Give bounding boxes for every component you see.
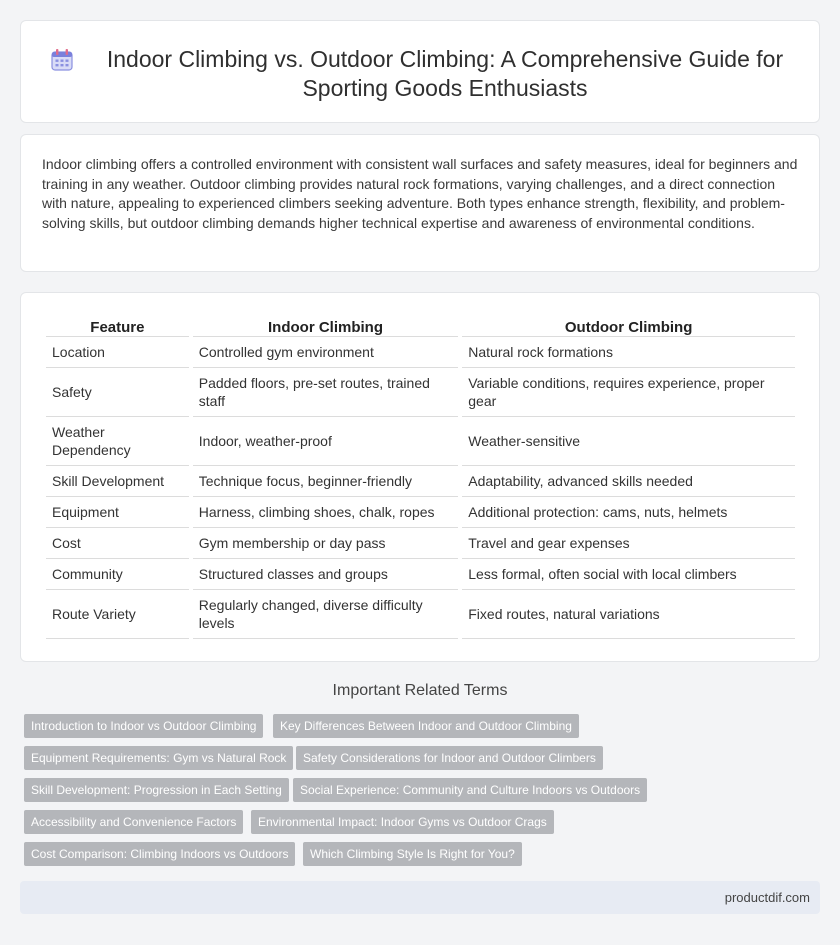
table-cell-outdoor: Variable conditions, requires experience, proper gear (462, 368, 795, 417)
table-cell-outdoor: Additional protection: cams, nuts, helmets (462, 497, 795, 528)
calendar-icon (49, 47, 75, 73)
related-term-tag[interactable]: Environmental Impact: Indoor Gyms vs Outdoor Crags (251, 810, 554, 834)
table-cell-indoor: Regularly changed, diverse difficulty levels (193, 590, 458, 639)
table-row (46, 417, 795, 466)
related-term-tag[interactable]: Social Experience: Community and Culture Indoors vs Outdoors (293, 778, 647, 802)
table-cell-feature: Route Variety (46, 590, 189, 639)
table-cell-indoor: Structured classes and groups (193, 559, 458, 590)
table-cell-outdoor: Fixed routes, natural variations (462, 590, 795, 639)
related-term-tag[interactable]: Which Climbing Style Is Right for You? (303, 842, 522, 866)
table-cell-outdoor: Less formal, often social with local climbers (462, 559, 795, 590)
table-row (46, 466, 795, 497)
table-row (46, 368, 795, 417)
related-term-tag[interactable]: Safety Considerations for Indoor and Outdoor Climbers (296, 746, 603, 770)
related-term-tag[interactable]: Introduction to Indoor vs Outdoor Climbing (24, 714, 263, 738)
related-term-tag[interactable]: Accessibility and Convenience Factors (24, 810, 243, 834)
table-cell-indoor: Technique focus, beginner-friendly (193, 466, 458, 497)
table-cell-indoor: Controlled gym environment (193, 337, 458, 368)
related-term-tag[interactable]: Cost Comparison: Climbing Indoors vs Outdoors (24, 842, 295, 866)
related-term-tag[interactable]: Skill Development: Progression in Each Setting (24, 778, 289, 802)
table-row (46, 590, 795, 639)
table-cell-outdoor: Adaptability, advanced skills needed (462, 466, 795, 497)
header-outdoor: Outdoor Climbing (462, 315, 795, 337)
table-cell-outdoor: Weather-sensitive (462, 417, 795, 466)
page-title: Indoor Climbing vs. Outdoor Climbing: A Comprehensive Guide for Sporting Goods Enthusiasts (106, 46, 784, 101)
table-cell-indoor: Padded floors, pre-set routes, trained staff (193, 368, 458, 417)
header-indoor: Indoor Climbing (193, 315, 458, 337)
related-term-tag[interactable]: Equipment Requirements: Gym vs Natural Rock (24, 746, 293, 770)
comparison-table-card (20, 292, 820, 662)
table-cell-feature: Skill Development (46, 466, 189, 497)
related-term-tag[interactable]: Key Differences Between Indoor and Outdoor Climbing (273, 714, 579, 738)
table-row (46, 497, 795, 528)
header-feature: Feature (46, 315, 189, 337)
site-name[interactable]: productdif.com (724, 890, 810, 905)
table-header-row (46, 315, 795, 337)
table-cell-outdoor: Travel and gear expenses (462, 528, 795, 559)
intro-paragraph: Indoor climbing offers a controlled environment with consistent wall surfaces and safety measures, ideal for beginners and training in any weather. Outdoor climbing provides natural rock formations, varying challenges, and a direct connection with nature, appealing to experienced climbers seeking adventure. Both types enhance strength, flexibility, and problem-solving skills, but outdoor climbing demands higher technical expertise and awareness of environmental conditions. (42, 156, 798, 231)
comparison-table (42, 315, 799, 639)
table-cell-feature: Location (46, 337, 189, 368)
table-cell-feature: Weather Dependency (46, 417, 189, 466)
table-cell-indoor: Gym membership or day pass (193, 528, 458, 559)
table-cell-feature: Community (46, 559, 189, 590)
header-card (20, 20, 820, 123)
intro-card (20, 134, 820, 272)
related-terms-heading: Important Related Terms (332, 682, 508, 699)
table-cell-indoor: Harness, climbing shoes, chalk, ropes (193, 497, 458, 528)
table-row (46, 337, 795, 368)
footer-bar (20, 881, 820, 914)
table-cell-feature: Cost (46, 528, 189, 559)
table-row (46, 559, 795, 590)
table-row (46, 528, 795, 559)
table-cell-feature: Equipment (46, 497, 189, 528)
table-cell-outdoor: Natural rock formations (462, 337, 795, 368)
table-cell-feature: Safety (46, 368, 189, 417)
table-cell-indoor: Indoor, weather-proof (193, 417, 458, 466)
